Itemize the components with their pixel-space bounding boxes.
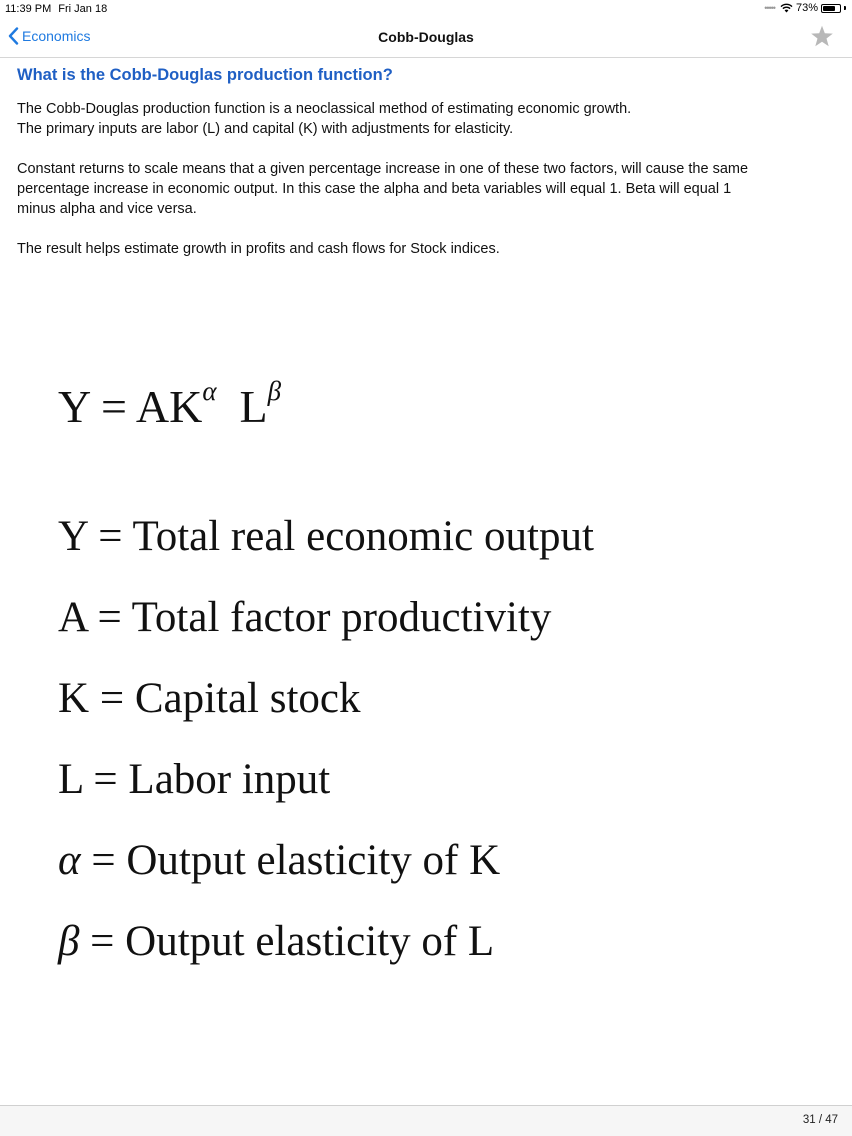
definition-text: = Total factor productivity (97, 594, 552, 641)
status-left (5, 3, 107, 15)
returns-line-1: Constant returns to scale means that a given percentage increase in one of these two factors, will cause the same (17, 161, 749, 177)
equation-labor: L (239, 381, 268, 432)
result-paragraph: The result helps estimate growth in profits and cash flows for Stock indices. (17, 241, 500, 257)
page-title: Cobb-Douglas (378, 29, 474, 45)
wifi-icon (780, 3, 793, 13)
definition-symbol: α (58, 837, 81, 884)
alpha-exponent: α (202, 376, 217, 406)
battery-icon (821, 4, 841, 13)
back-button-label: Economics (22, 28, 91, 44)
definition-symbol: A (58, 594, 87, 641)
definition-symbol: β (58, 918, 80, 965)
favorite-button[interactable] (810, 25, 834, 53)
navigation-bar (0, 18, 852, 58)
definition-beta (58, 917, 494, 966)
definition-text: = Capital stock (99, 675, 361, 722)
intro-line-2: The primary inputs are labor (L) and capital (K) with adjustments for elasticity. (17, 121, 514, 137)
definition-a (58, 593, 551, 642)
definition-symbol: Y (58, 513, 88, 560)
definition-y (58, 512, 594, 561)
status-right (764, 2, 846, 14)
battery-fill (823, 6, 835, 11)
definition-text: = Total real economic output (98, 513, 594, 560)
returns-line-2: percentage increase in economic output. In this case the alpha and beta variables will equal 1. Beta will equal 1 (17, 181, 732, 197)
definition-l (58, 755, 330, 804)
status-bar (0, 0, 852, 18)
battery-percent: 73% (795, 2, 818, 14)
cobb-douglas-equation (58, 376, 282, 433)
definition-text: = Labor input (93, 756, 331, 803)
formula-image (0, 300, 852, 1060)
definition-k (58, 674, 361, 723)
page-indicator: 31 / 47 (802, 1114, 838, 1126)
status-time: 11:39 PM (5, 3, 52, 15)
definition-symbol: L (58, 756, 83, 803)
intro-line-1: The Cobb-Douglas production function is a neoclassical method of estimating economic growth. (17, 101, 632, 117)
definition-symbol: K (58, 675, 90, 722)
article-content (17, 58, 837, 259)
definition-text: = Output elasticity of L (90, 918, 495, 965)
status-date: Fri Jan 18 (58, 3, 108, 15)
footer-toolbar (0, 1105, 852, 1136)
beta-exponent: β (267, 376, 282, 406)
intro-paragraph (17, 99, 837, 139)
definition-alpha (58, 836, 500, 885)
returns-paragraph (17, 159, 837, 219)
returns-line-3: minus alpha and vice versa. (17, 201, 197, 217)
definition-text: = Output elasticity of K (91, 837, 501, 884)
signal-icon: ••••• (764, 3, 775, 13)
battery-cap (844, 6, 846, 10)
question-heading: What is the Cobb-Douglas production function? (17, 66, 393, 84)
star-icon (810, 25, 834, 48)
equation-main: Y = AK (58, 381, 203, 432)
